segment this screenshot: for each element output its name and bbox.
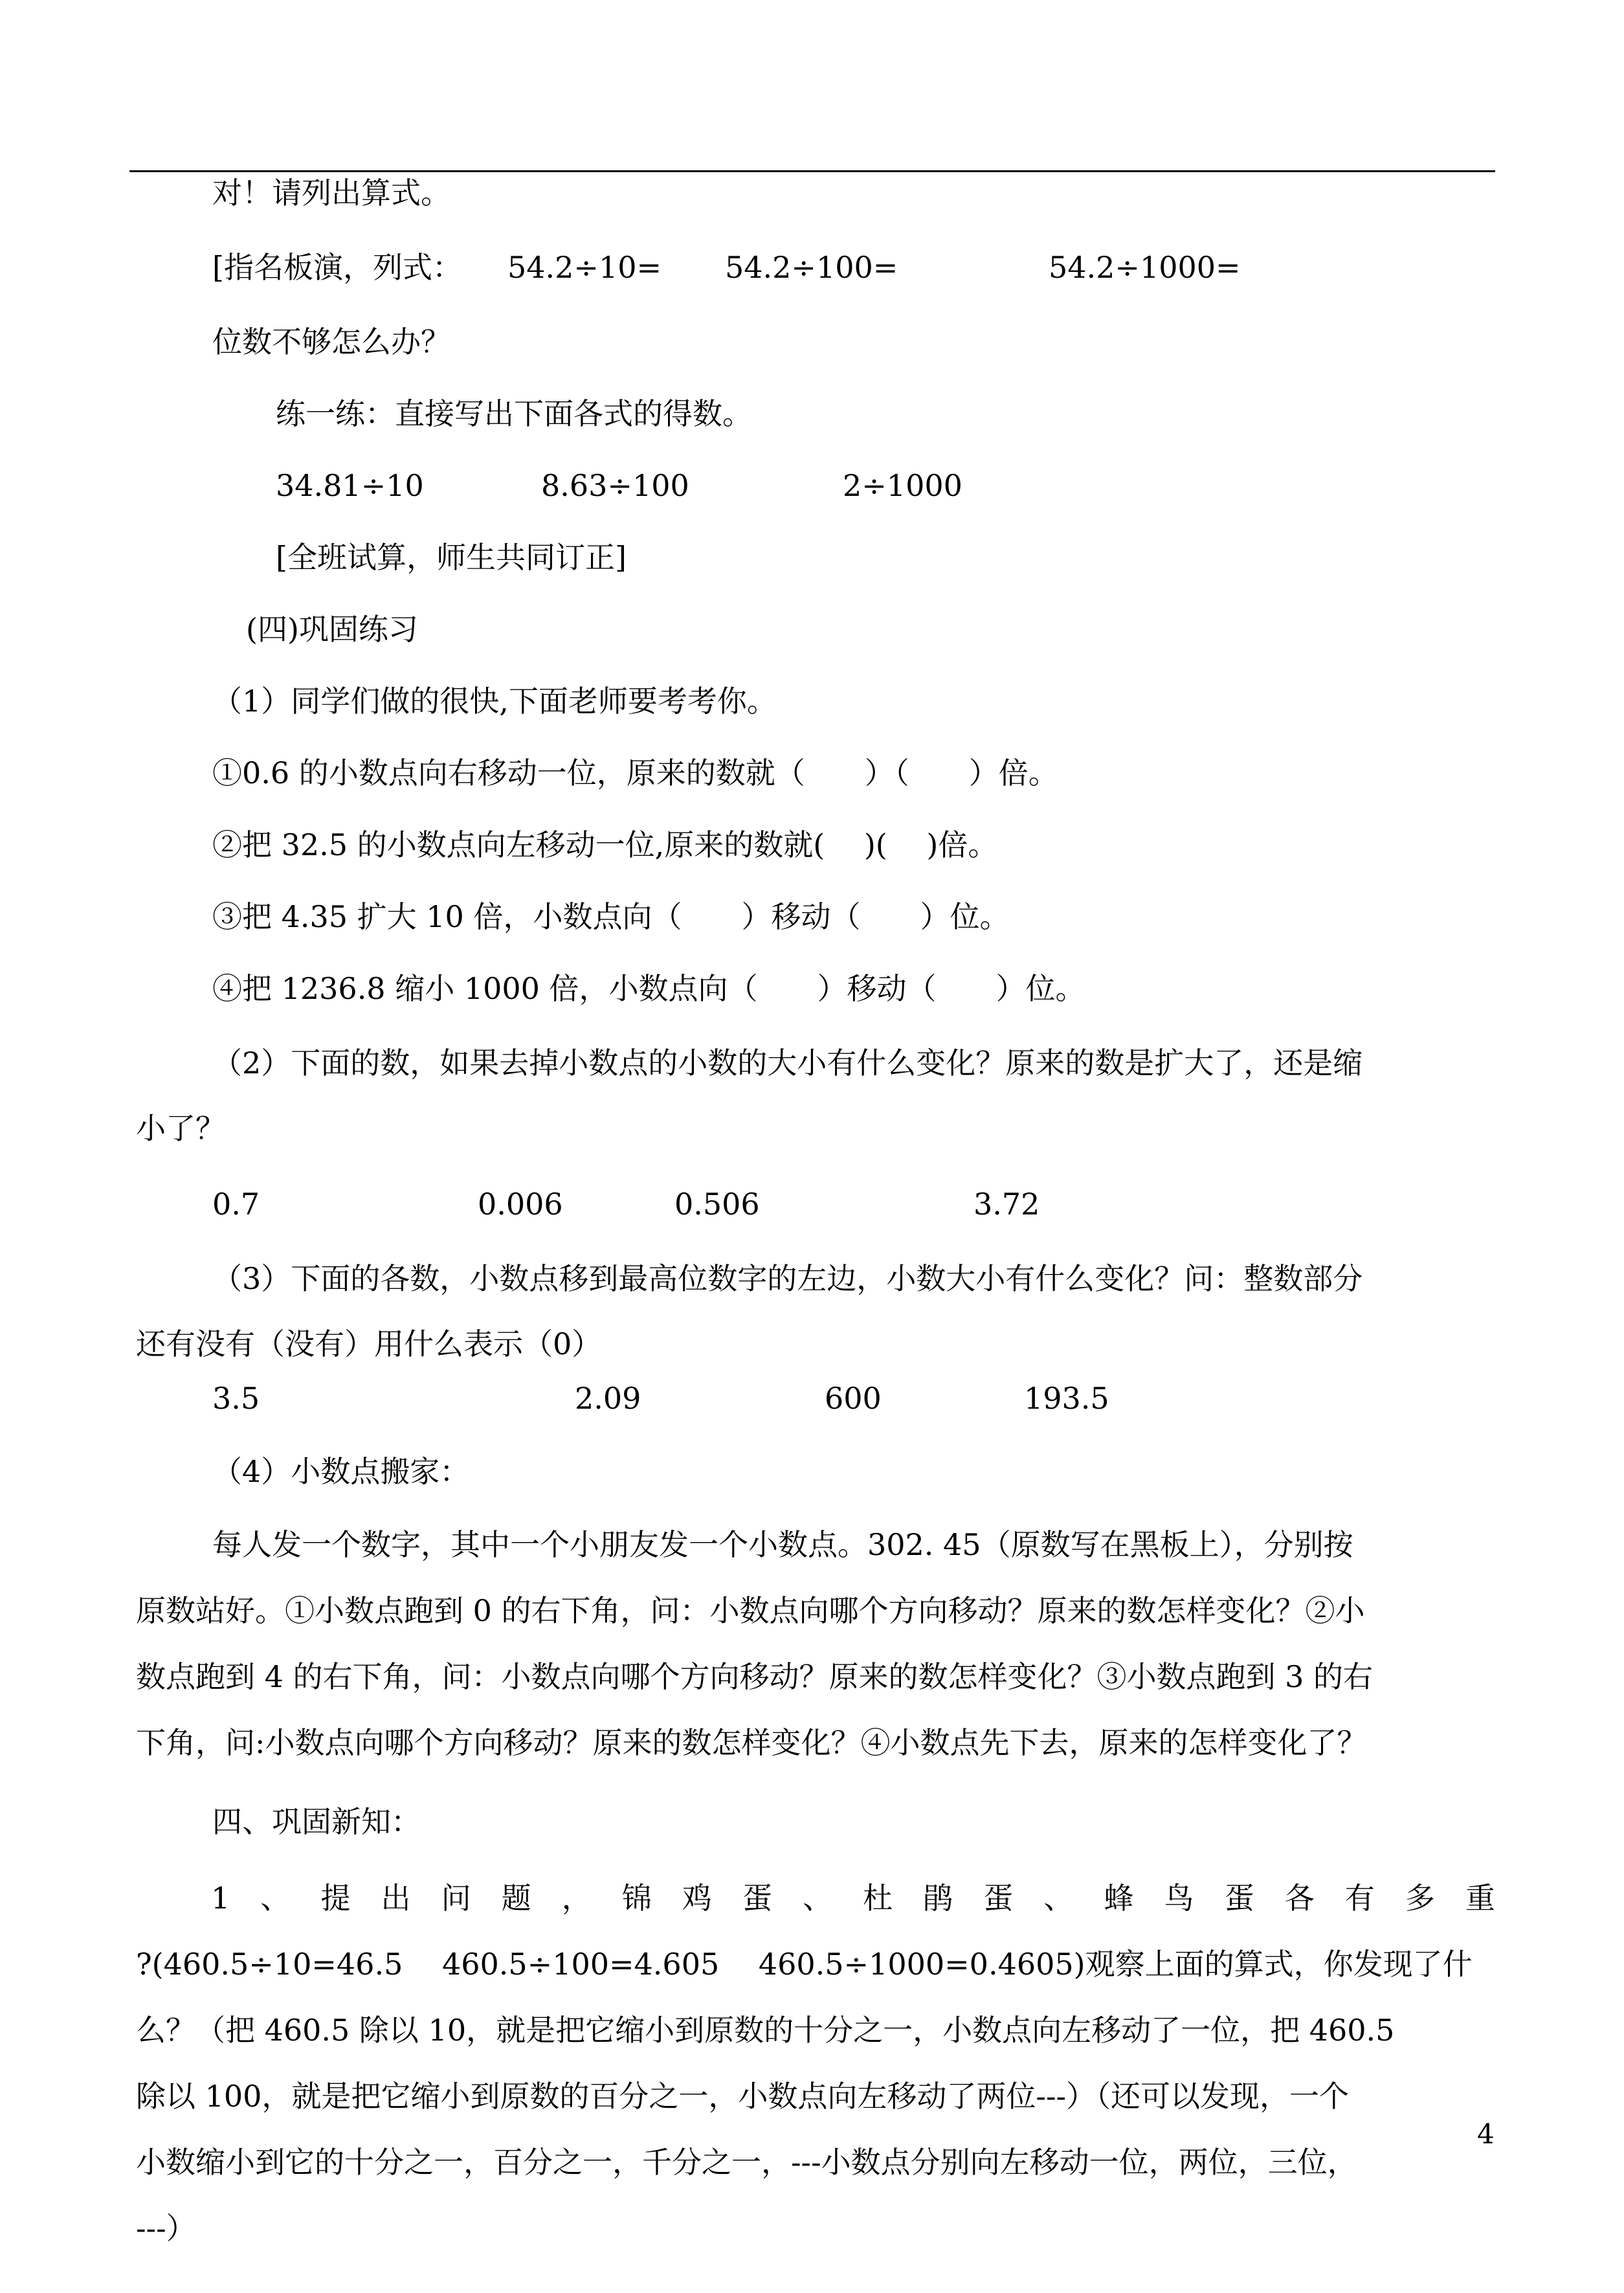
text-line: [全班试算，师生共同订正] bbox=[276, 540, 627, 575]
section-heading: (四)巩固练习 bbox=[246, 612, 418, 647]
header-rule bbox=[129, 170, 1495, 172]
glyph: 出 bbox=[381, 1881, 411, 1916]
glyph: 1 bbox=[211, 1881, 230, 1916]
glyph: 、 bbox=[260, 1881, 291, 1916]
text-label: [指名板演，列式： bbox=[212, 250, 462, 285]
justified-line bbox=[211, 1879, 1495, 1918]
number-item: 3.5 bbox=[212, 1381, 260, 1416]
text-line: （2）下面的数，如果去掉小数点的小数的大小有什么变化？原来的数是扩大了，还是缩 bbox=[212, 1046, 1363, 1080]
paragraph-line: 下角，问:小数点向哪个方向移动？原来的数怎样变化？④小数点先下去，原来的怎样变化了？ bbox=[136, 1725, 1367, 1760]
text-line: 对！请列出算式。 bbox=[212, 175, 450, 210]
glyph: 锦 bbox=[621, 1881, 652, 1916]
question-item: ②把 32.5 的小数点向左移动一位,原来的数就( )( )倍。 bbox=[212, 827, 998, 862]
glyph: 重 bbox=[1465, 1881, 1495, 1916]
glyph: 有 bbox=[1344, 1881, 1375, 1916]
paragraph-line: 么？（把 460.5 除以 10，就是把它缩小到原数的十分之一，小数点向左移动了一位，把 460.5 bbox=[136, 2013, 1395, 2048]
number-item: 0.006 bbox=[478, 1187, 563, 1222]
number-item: 3.72 bbox=[973, 1187, 1040, 1222]
number-item: 600 bbox=[825, 1381, 882, 1416]
text-line: 还有没有（没有）用什么表示（0） bbox=[136, 1326, 602, 1361]
glyph: 、 bbox=[803, 1881, 833, 1916]
expression: 54.2÷1000= bbox=[1049, 250, 1241, 285]
glyph: 、 bbox=[1043, 1881, 1074, 1916]
expression: 54.2÷100= bbox=[725, 250, 898, 285]
glyph: 杜 bbox=[863, 1881, 893, 1916]
glyph: 蛋 bbox=[742, 1881, 772, 1916]
question-item: ④把 1236.8 缩小 1000 倍，小数点向（ ）移动（ ）位。 bbox=[212, 971, 1085, 1006]
number-item: 2.09 bbox=[575, 1381, 641, 1416]
glyph: 各 bbox=[1284, 1881, 1315, 1916]
glyph: 问 bbox=[441, 1881, 471, 1916]
glyph: 蜂 bbox=[1104, 1881, 1134, 1916]
number-item: 0.506 bbox=[674, 1187, 760, 1222]
text-line: （3）下面的各数，小数点移到最高位数字的左边，小数大小有什么变化？问：整数部分 bbox=[212, 1261, 1363, 1296]
expression: 8.63÷100 bbox=[541, 468, 689, 503]
paragraph-line: 每人发一个数字，其中一个小朋友发一个小数点。302. 45（原数写在黑板上），分别按 bbox=[212, 1527, 1353, 1562]
exercise-heading: 练一练：直接写出下面各式的得数。 bbox=[276, 396, 752, 431]
question-item: ①0.6 的小数点向右移动一位，原来的数就（ ）（ ）倍。 bbox=[212, 755, 1058, 790]
question-item: ③把 4.35 扩大 10 倍，小数点向（ ）移动（ ）位。 bbox=[212, 899, 1010, 934]
expression: 2÷1000 bbox=[843, 468, 962, 503]
glyph: 多 bbox=[1405, 1881, 1435, 1916]
paragraph-line: ?(460.5÷10=46.5 460.5÷100=4.605 460.5÷1000=0.4605)观察上面的算式，你发现了什 bbox=[136, 1947, 1473, 1982]
paragraph-line: 小数缩小到它的十分之一，百分之一，千分之一，---小数点分别向左移动一位，两位，三位， bbox=[136, 2145, 1357, 2180]
text-line: （1）同学们做的很快,下面老师要考考你。 bbox=[212, 684, 777, 719]
glyph: ， bbox=[561, 1881, 592, 1916]
page-number: 4 bbox=[1477, 2118, 1495, 2150]
glyph: 鹃 bbox=[923, 1881, 953, 1916]
expression: 34.81÷10 bbox=[276, 468, 424, 503]
paragraph-line: ---） bbox=[136, 2211, 196, 2246]
text-line: （4）小数点搬家： bbox=[212, 1454, 470, 1489]
text-line: 小了？ bbox=[136, 1111, 225, 1146]
glyph: 鸡 bbox=[682, 1881, 712, 1916]
paragraph-line: 原数站好。①小数点跑到 0 的右下角，问：小数点向哪个方向移动？原来的数怎样变化？②小 bbox=[136, 1593, 1365, 1628]
text-line: 位数不够怎么办？ bbox=[212, 324, 450, 359]
glyph: 蛋 bbox=[983, 1881, 1014, 1916]
expression: 54.2÷10= bbox=[507, 250, 662, 285]
glyph: 鸟 bbox=[1164, 1881, 1194, 1916]
number-item: 0.7 bbox=[212, 1187, 260, 1222]
section-heading: 四、巩固新知： bbox=[212, 1804, 421, 1839]
glyph: 提 bbox=[320, 1881, 351, 1916]
paragraph-line: 数点跑到 4 的右下角，问：小数点向哪个方向移动？原来的数怎样变化？③小数点跑到 3 的右 bbox=[136, 1659, 1374, 1694]
glyph: 蛋 bbox=[1224, 1881, 1254, 1916]
glyph: 题 bbox=[501, 1881, 531, 1916]
number-item: 193.5 bbox=[1024, 1381, 1109, 1416]
paragraph-line: 除以 100，就是把它缩小到原数的百分之一，小数点向左移动了两位---）（还可以发现，一个 bbox=[136, 2079, 1350, 2114]
